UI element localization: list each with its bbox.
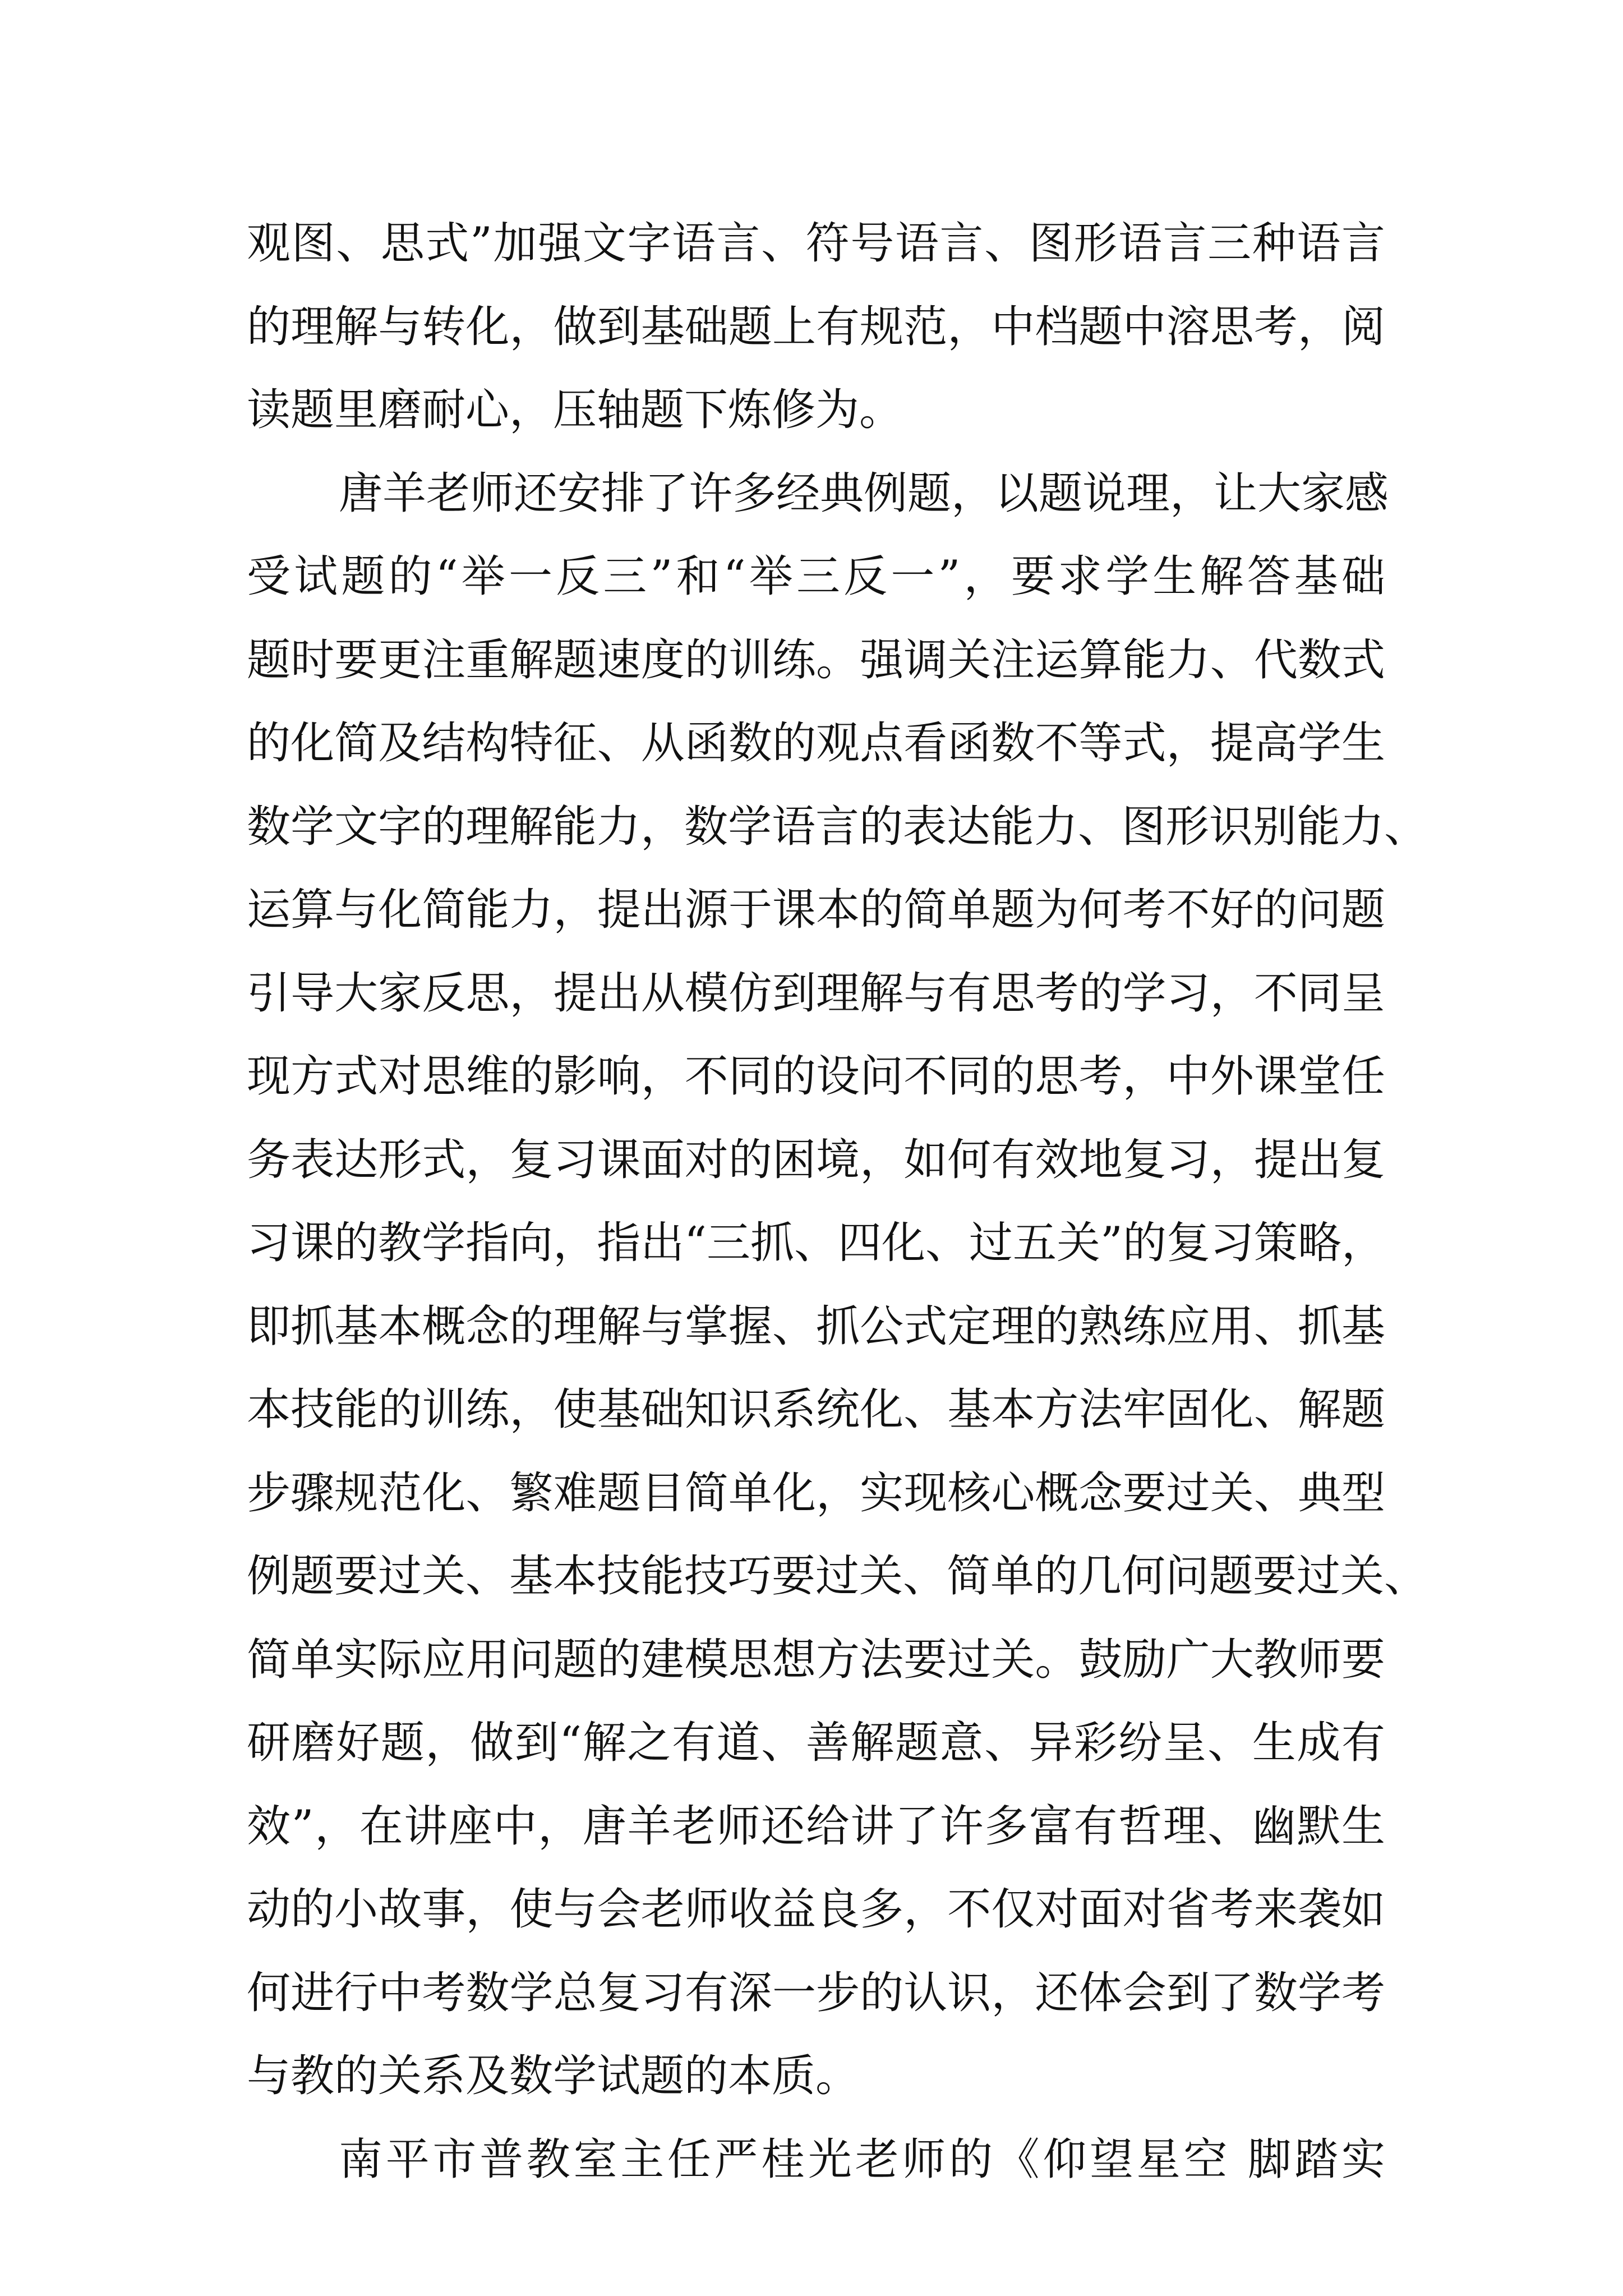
text-line: 现方式对思维的影响，不同的设问不同的思考，中外课堂任 (247, 1051, 1385, 1102)
paragraph-first-line: 南平市普教室主任严桂光老师的《仰望星空 脚踏实 (339, 2134, 1385, 2185)
text-line: 观图、思式”加强文字语言、符号语言、图形语言三种语言 (247, 218, 1385, 269)
text-line: 例题要过关、基本技能技巧要过关、简单的几何问题要过关、 (247, 1551, 1428, 1602)
text-line: 引导大家反思，提出从模仿到理解与有思考的学习，不同呈 (247, 968, 1385, 1019)
text-line: 步骤规范化、繁难题目简单化，实现核心概念要过关、典型 (247, 1467, 1385, 1519)
text-line: 研磨好题，做到“解之有道、善解题意、异彩纷呈、生成有 (247, 1718, 1385, 1768)
text-line: 的化简及结构特征、从函数的观点看函数不等式，提高学生 (247, 718, 1385, 769)
text-line: 与教的关系及数学试题的本质。 (247, 2051, 860, 2101)
text-line: 运算与化简能力，提出源于课本的简单题为何考不好的问题 (247, 885, 1385, 935)
text-line: 数学文字的理解能力，数学语言的表达能力、图形识别能力、 (247, 801, 1428, 852)
text-line: 即抓基本概念的理解与掌握、抓公式定理的熟练应用、抓基 (247, 1301, 1385, 1352)
text-line: 习课的教学指向，指出“三抓、四化、过五关”的复习策略， (247, 1218, 1385, 1268)
text-line: 题时要更注重解题速度的训练。强调关注运算能力、代数式 (247, 634, 1385, 685)
text-line: 效”，在讲座中，唐羊老师还给讲了许多富有哲理、幽默生 (247, 1801, 1385, 1852)
text-line: 动的小故事，使与会老师收益良多，不仅对面对省考来袭如 (247, 1884, 1385, 1935)
body-text (247, 202, 1428, 2201)
text-line: 读题里磨耐心，压轴题下炼修为。 (247, 385, 903, 435)
text-line: 的理解与转化，做到基础题上有规范，中档题中溶思考，阅 (247, 301, 1385, 352)
text-line: 何进行中考数学总复习有深一步的认识，还体会到了数学考 (247, 1967, 1385, 2018)
text-line: 务表达形式，复习课面对的困境，如何有效地复习，提出复 (247, 1134, 1385, 1185)
text-line: 本技能的训练，使基础知识系统化、基本方法牢固化、解题 (247, 1384, 1385, 1435)
text-line: 简单实际应用问题的建模思想方法要过关。鼓励广大教师要 (247, 1634, 1385, 1685)
paragraph-first-line: 唐羊老师还安排了许多经典例题，以题说理，让大家感 (339, 468, 1389, 519)
text-line: 受试题的“举一反三”和“举三反一”，要求学生解答基础 (247, 551, 1385, 602)
